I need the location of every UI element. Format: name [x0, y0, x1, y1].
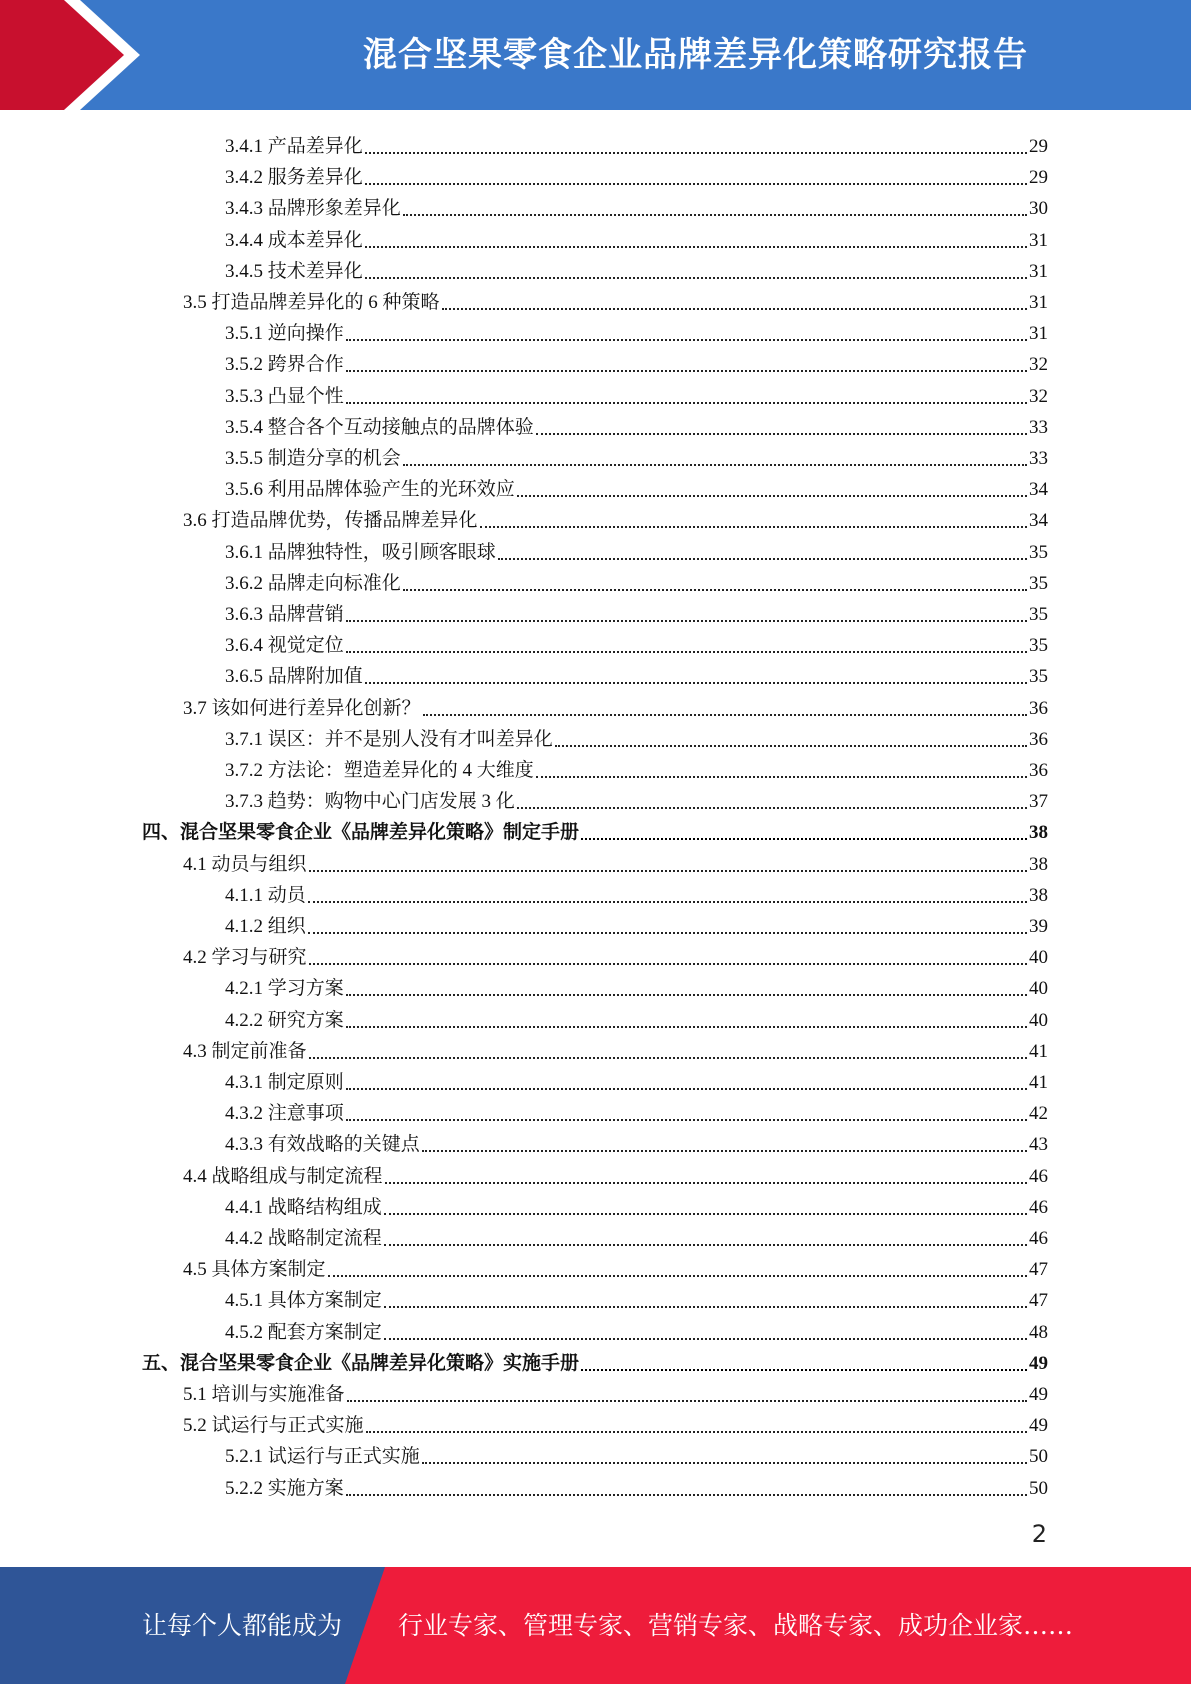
toc-entry-label: 3.4.5 技术差异化: [225, 260, 363, 282]
toc-entry-label: 3.6.4 视觉定位: [225, 635, 344, 657]
toc-entry-page-number: 36: [1029, 697, 1048, 719]
toc-entry-page-number: 47: [1029, 1290, 1048, 1312]
toc-entry-label: 3.6.5 品牌附加值: [225, 666, 363, 688]
toc-entry-label: 5.1 培训与实施准备: [183, 1384, 345, 1405]
toc-dot-leader: [581, 838, 1027, 840]
page-title: 混合坚果零食企业品牌差异化策略研究报告: [363, 35, 1028, 75]
toc-entry[interactable]: [225, 1095, 1048, 1126]
toc-entry[interactable]: [225, 471, 1048, 502]
toc-entry[interactable]: [183, 1407, 1048, 1438]
toc-dot-leader: [517, 807, 1027, 809]
toc-entry[interactable]: [225, 1220, 1048, 1251]
toc-entry-page-number: 38: [1029, 884, 1048, 906]
toc-entry[interactable]: [183, 1251, 1048, 1282]
toc-entry-page-number: 34: [1029, 510, 1048, 532]
toc-entry[interactable]: [225, 752, 1048, 783]
toc-entry-page-number: 40: [1029, 1009, 1048, 1031]
toc-entry-label: 3.7.3 趋势：购物中心门店发展 3 化: [225, 791, 515, 813]
toc-dot-leader: [346, 651, 1027, 653]
toc-entry-label: 3.4.1 产品差异化: [225, 136, 363, 157]
page-header: [0, 0, 1191, 110]
toc-chapter-entry[interactable]: [142, 814, 1048, 845]
toc-dot-leader: [365, 152, 1027, 154]
footer-slogan-left: 让每个人都能成为: [142, 1611, 343, 1640]
toc-entry[interactable]: [225, 721, 1048, 752]
toc-dot-leader: [403, 464, 1027, 466]
toc-entry[interactable]: [225, 1314, 1048, 1345]
toc-entry[interactable]: [225, 1438, 1048, 1469]
toc-entry[interactable]: [225, 159, 1048, 190]
toc-entry[interactable]: [183, 502, 1048, 533]
footer-slogan-right: 行业专家、管理专家、营销专家、战略专家、成功企业家……: [398, 1611, 1074, 1640]
toc-dot-leader: [365, 246, 1027, 248]
toc-dot-leader: [309, 1057, 1027, 1059]
toc-dot-leader: [423, 714, 1027, 716]
toc-entry-page-number: 30: [1029, 198, 1048, 220]
toc-entry[interactable]: [225, 190, 1048, 221]
toc-entry-label: 3.7.1 误区：并不是别人没有才叫差异化: [225, 728, 553, 750]
toc-entry-page-number: 29: [1029, 136, 1048, 157]
toc-entry-page-number: 35: [1029, 604, 1048, 625]
toc-entry-page-number: 32: [1029, 385, 1048, 407]
page-footer: [0, 1567, 1191, 1684]
toc-entry-page-number: 46: [1029, 1165, 1048, 1187]
toc-dot-leader: [346, 994, 1027, 996]
toc-entry-label: 4.5.2 配套方案制定: [225, 1321, 382, 1343]
toc-entry[interactable]: [225, 409, 1048, 440]
toc-entry-label: 4.1.1 动员: [225, 884, 306, 906]
toc-entry[interactable]: [225, 1282, 1048, 1313]
toc-entry-page-number: 50: [1029, 1477, 1048, 1499]
toc-entry-page-number: 31: [1029, 323, 1048, 345]
toc-dot-leader: [403, 589, 1027, 591]
toc-dot-leader: [480, 526, 1027, 528]
toc-dot-leader: [442, 308, 1027, 310]
toc-dot-leader: [366, 1431, 1027, 1433]
toc-entry-page-number: 33: [1029, 416, 1048, 438]
toc-entry-label: 3.5.5 制造分享的机会: [225, 448, 401, 469]
toc-entry-page-number: 43: [1029, 1134, 1048, 1156]
toc-entry-label: 3.4.3 品牌形象差异化: [225, 198, 401, 220]
toc-entry[interactable]: [183, 1033, 1048, 1064]
toc-entry-page-number: 31: [1029, 292, 1048, 313]
toc-entry[interactable]: [225, 315, 1048, 346]
toc-dot-leader: [536, 433, 1027, 435]
toc-dot-leader: [536, 776, 1027, 778]
toc-entry-label: 3.5.2 跨界合作: [225, 354, 344, 376]
toc-dot-leader: [365, 183, 1027, 185]
toc-dot-leader: [555, 745, 1027, 747]
toc-entry[interactable]: [225, 908, 1048, 939]
toc-entry-page-number: 34: [1029, 479, 1048, 501]
toc-dot-leader: [498, 558, 1027, 560]
toc-entry-label: 3.4.2 服务差异化: [225, 167, 363, 189]
toc-entry[interactable]: [225, 128, 1048, 159]
toc-entry-label: 3.6 打造品牌优势，传播品牌差异化: [183, 510, 478, 532]
toc-entry-label: 5.2 试运行与正式实施: [183, 1415, 364, 1437]
toc-entry-label: 3.5.1 逆向操作: [225, 323, 344, 345]
toc-entry[interactable]: [225, 346, 1048, 377]
toc-dot-leader: [517, 495, 1027, 497]
toc-entry-label: 4.1.2 组织: [225, 916, 306, 937]
toc-entry-page-number: 41: [1029, 1072, 1048, 1093]
toc-dot-leader: [346, 339, 1027, 341]
toc-entry-label: 3.6.3 品牌营销: [225, 604, 344, 625]
toc-entry-page-number: 46: [1029, 1196, 1048, 1218]
toc-entry-page-number: 31: [1029, 229, 1048, 251]
toc-entry-label: 4.1 动员与组织: [183, 853, 307, 875]
toc-entry-page-number: 39: [1029, 916, 1048, 937]
toc-entry-page-number: 31: [1029, 260, 1048, 282]
toc-dot-leader: [422, 1462, 1027, 1464]
toc-dot-leader: [422, 1150, 1027, 1152]
toc-entry-page-number: 49: [1029, 1384, 1048, 1405]
toc-entry-label: 4.5 具体方案制定: [183, 1259, 326, 1281]
toc-entry-page-number: 47: [1029, 1259, 1048, 1281]
toc-dot-leader: [365, 277, 1027, 279]
toc-entry-label: 4.2.1 学习方案: [225, 978, 344, 1000]
toc-entry-page-number: 35: [1029, 541, 1048, 563]
toc-entry-page-number: 33: [1029, 448, 1048, 469]
toc-dot-leader: [365, 682, 1027, 684]
toc-entry[interactable]: [225, 1470, 1048, 1501]
toc-entry-page-number: 50: [1029, 1446, 1048, 1468]
toc-entry[interactable]: [225, 596, 1048, 627]
toc-dot-leader: [384, 1338, 1027, 1340]
toc-entry[interactable]: [225, 378, 1048, 409]
toc-entry-page-number: 38: [1029, 822, 1048, 844]
toc-entry-page-number: 40: [1029, 978, 1048, 1000]
toc-entry-page-number: 40: [1029, 947, 1048, 969]
toc-dot-leader: [403, 214, 1027, 216]
toc-entry[interactable]: [225, 658, 1048, 689]
toc-entry-page-number: 35: [1029, 635, 1048, 657]
toc-dot-leader: [346, 1119, 1027, 1121]
toc-entry-page-number: 35: [1029, 572, 1048, 594]
toc-entry-label: 4.4.2 战略制定流程: [225, 1228, 382, 1249]
toc-entry[interactable]: [183, 1376, 1048, 1407]
toc-entry-label: 3.5.6 利用品牌体验产生的光环效应: [225, 479, 515, 501]
toc-dot-leader: [384, 1244, 1027, 1246]
toc-entry[interactable]: [225, 565, 1048, 596]
toc-entry[interactable]: [225, 970, 1048, 1001]
toc-entry-label: 3.5 打造品牌差异化的 6 种策略: [183, 292, 440, 313]
toc-entry[interactable]: [225, 1064, 1048, 1095]
toc-dot-leader: [346, 1088, 1027, 1090]
toc-entry[interactable]: [225, 1189, 1048, 1220]
toc-chapter-entry[interactable]: [142, 1345, 1048, 1376]
toc-entry-page-number: 36: [1029, 760, 1048, 781]
toc-entry-page-number: 38: [1029, 853, 1048, 875]
toc-entry-label: 4.2.2 研究方案: [225, 1009, 344, 1031]
toc-dot-leader: [346, 370, 1027, 372]
toc-entry-page-number: 41: [1029, 1040, 1048, 1062]
toc-entry-label: 4.3.3 有效战略的关键点: [225, 1134, 420, 1156]
toc-entry-label: 3.7.2 方法论：塑造差异化的 4 大维度: [225, 760, 534, 781]
toc-entry-page-number: 35: [1029, 666, 1048, 688]
toc-entry-page-number: 42: [1029, 1103, 1048, 1125]
toc-entry-label: 4.3.1 制定原则: [225, 1072, 344, 1093]
toc-entry[interactable]: [225, 1002, 1048, 1033]
toc-entry-page-number: 37: [1029, 791, 1048, 813]
toc-entry-label: 3.6.1 品牌独特性，吸引顾客眼球: [225, 541, 496, 563]
toc-entry[interactable]: [225, 1126, 1048, 1157]
toc-entry-label: 4.4.1 战略结构组成: [225, 1196, 382, 1218]
toc-dot-leader: [384, 1306, 1027, 1308]
toc-dot-leader: [384, 1213, 1027, 1215]
toc-entry-page-number: 36: [1029, 728, 1048, 750]
toc-dot-leader: [309, 963, 1027, 965]
toc-entry[interactable]: [225, 783, 1048, 814]
toc-entry-label: 3.5.4 整合各个互动接触点的品牌体验: [225, 416, 534, 438]
toc-dot-leader: [346, 1026, 1027, 1028]
toc-entry-label: 4.3.2 注意事项: [225, 1103, 344, 1125]
toc-entry-page-number: 49: [1029, 1415, 1048, 1437]
toc-dot-leader: [328, 1275, 1027, 1277]
toc-dot-leader: [581, 1369, 1027, 1371]
toc-entry-label: 3.6.2 品牌走向标准化: [225, 572, 401, 594]
toc-dot-leader: [346, 620, 1027, 622]
toc-entry-label: 4.2 学习与研究: [183, 947, 307, 969]
toc-entry[interactable]: [183, 939, 1048, 970]
toc-dot-leader: [346, 1494, 1027, 1496]
toc-entry-label: 4.5.1 具体方案制定: [225, 1290, 382, 1312]
toc-entry-label: 3.4.4 成本差异化: [225, 229, 363, 251]
toc-entry-page-number: 48: [1029, 1321, 1048, 1343]
toc-entry-label: 4.4 战略组成与制定流程: [183, 1165, 383, 1187]
toc-dot-leader: [308, 901, 1027, 903]
toc-entry-label: 3.5.3 凸显个性: [225, 385, 344, 407]
toc-dot-leader: [309, 870, 1027, 872]
toc-entry-page-number: 29: [1029, 167, 1048, 189]
toc-dot-leader: [346, 402, 1027, 404]
toc-entry-page-number: 49: [1029, 1352, 1048, 1374]
header-arrow-decoration: [0, 0, 150, 110]
toc-entry-page-number: 46: [1029, 1228, 1048, 1249]
toc-entry[interactable]: [183, 1158, 1048, 1189]
toc-entry[interactable]: [225, 253, 1048, 284]
toc-entry-label: 5.2.1 试运行与正式实施: [225, 1446, 420, 1468]
toc-dot-leader: [308, 932, 1027, 934]
toc-entry[interactable]: [225, 877, 1048, 908]
toc-entry[interactable]: [183, 690, 1048, 721]
toc-entry[interactable]: [225, 627, 1048, 658]
toc-entry-label: 3.7 该如何进行差异化创新？: [183, 697, 421, 719]
toc-entry[interactable]: [183, 284, 1048, 315]
toc-entry-page-number: 32: [1029, 354, 1048, 376]
toc-entry[interactable]: [183, 846, 1048, 877]
toc-entry-label: 五、混合坚果零食企业《品牌差异化策略》实施手册: [142, 1352, 580, 1374]
toc-entry[interactable]: [225, 534, 1048, 565]
toc-entry[interactable]: [225, 440, 1048, 471]
toc-entry[interactable]: [225, 222, 1048, 253]
toc-entry-label: 5.2.2 实施方案: [225, 1477, 344, 1499]
toc-dot-leader: [385, 1182, 1027, 1184]
page-number: 2: [1031, 1520, 1047, 1548]
toc-entry-label: 四、混合坚果零食企业《品牌差异化策略》制定手册: [142, 822, 580, 844]
toc-entry-label: 4.3 制定前准备: [183, 1040, 307, 1062]
toc-dot-leader: [347, 1400, 1027, 1402]
